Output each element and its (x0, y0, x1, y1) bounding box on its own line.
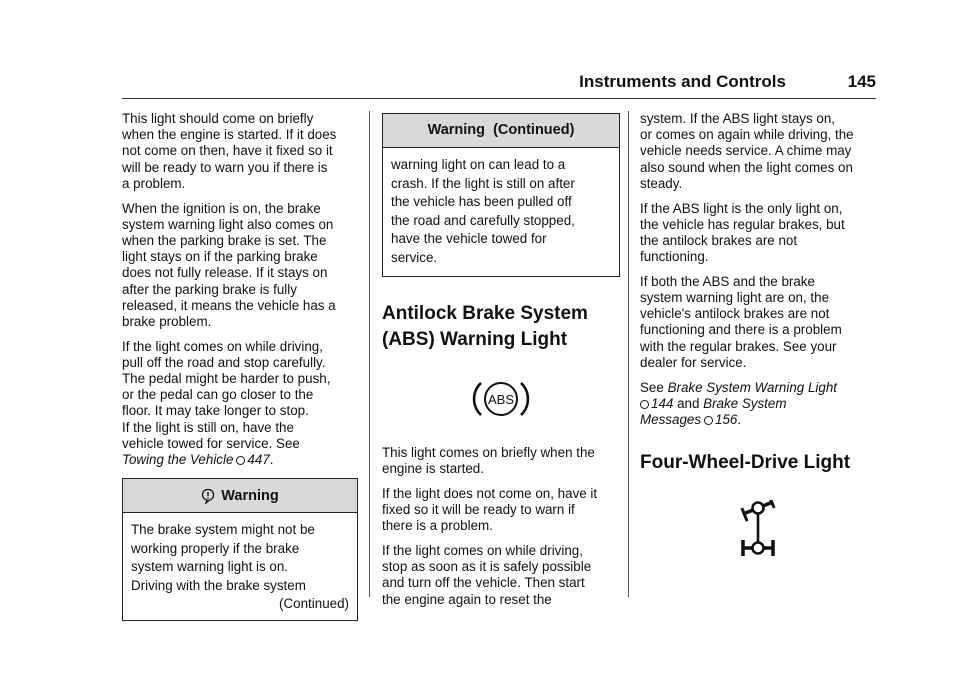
section-heading: Four-Wheel-Drive Light (640, 452, 851, 474)
text-line: the engine again to reset the (382, 591, 552, 607)
paragraph (122, 111, 358, 192)
ref-link-text[interactable]: Brake System (703, 395, 787, 411)
warning-header (123, 479, 357, 513)
paragraph (640, 201, 876, 266)
ref-link-text[interactable]: Towing the Vehicle (122, 452, 234, 468)
text-line: This light comes on briefly when the (382, 445, 595, 460)
text-line: If both the ABS and the brake (640, 273, 815, 289)
text-line: Driving with the brake system (131, 577, 306, 593)
warning-box (122, 478, 358, 621)
text-line: light stays on if the parking brake (122, 249, 318, 265)
period: . (737, 411, 742, 427)
text-line (640, 396, 876, 412)
see-label: See (640, 379, 664, 395)
text-line: steady. (640, 175, 683, 191)
column-1 (122, 111, 358, 621)
text-line: When the ignition is on, the brake (122, 200, 321, 216)
warning-body (383, 148, 619, 276)
warning-box-continued (382, 113, 620, 277)
column-divider (628, 111, 629, 597)
text-line: the antilock brakes are not (640, 232, 798, 248)
continued-label: (Continued) (279, 596, 349, 612)
text-line: The brake system might not be (131, 522, 315, 538)
text-line: after the parking brake is fully (122, 281, 297, 297)
text-line: This light should come on briefly (122, 111, 314, 126)
text-line: the vehicle has been pulled off (391, 194, 572, 209)
column-3 (640, 111, 876, 560)
warning-header (383, 114, 619, 148)
page-ref-icon (704, 416, 713, 425)
text-line: fixed so it will be ready to warn if (382, 502, 575, 518)
text-line: not come on then, have it fixed so it (122, 143, 333, 159)
section-title: Instruments and Controls (579, 72, 786, 91)
text-line: a problem. (122, 175, 186, 191)
text-line: when the parking brake is set. The (122, 232, 327, 248)
paragraph (382, 543, 620, 608)
text-line: dealer for service. (640, 354, 747, 370)
warning-icon (201, 488, 215, 504)
text-line: working properly if the brake (131, 540, 300, 556)
text-line: will be ready to warn you if there is (122, 159, 328, 175)
ref-page-number[interactable]: 144 (651, 395, 674, 411)
heading-line: Antilock Brake System (382, 303, 588, 324)
abs-icon-label: ABS (487, 392, 515, 407)
heading-line: (ABS) Warning Light (382, 329, 568, 350)
text-line: If the light comes on while driving, (122, 338, 323, 354)
text-line: system warning light are on, the (640, 290, 830, 306)
text-line: and turn off the vehicle. Then start (382, 575, 585, 591)
text-line: or the pedal can go closer to the (122, 387, 314, 403)
text-line: with the regular brakes. See your (640, 338, 837, 354)
text-line: system. If the ABS light stays on, (640, 111, 835, 126)
cross-reference[interactable]: Towing the Vehicle 447. (122, 452, 274, 468)
text-line (640, 412, 876, 428)
text-line: pull off the road and stop carefully. (122, 354, 326, 370)
paragraph (122, 201, 358, 331)
warning-body (123, 513, 357, 620)
text-line: or comes on again while driving, the (640, 127, 854, 143)
and-label: and (677, 395, 700, 411)
text-line: the road and carefully stopped, (391, 212, 575, 228)
page-number: 145 (847, 72, 876, 91)
paragraph (640, 380, 876, 429)
text-line: If the light comes on while driving, (382, 543, 583, 559)
warning-title: Warning (Continued) (427, 122, 575, 139)
text-line: system warning light also comes on (122, 216, 334, 232)
text-line: warning light on can lead to a (391, 157, 566, 172)
warning-title: Warning (221, 487, 279, 504)
text-line: If the light is still on, have the (122, 419, 294, 435)
text-line: released, it means the vehicle has a (122, 297, 336, 313)
paragraph (382, 486, 620, 535)
paragraph (640, 274, 876, 371)
text-line: have the vehicle towed for (391, 231, 547, 246)
four-wheel-drive-icon (640, 500, 876, 560)
column-2 (382, 113, 620, 616)
paragraph (122, 339, 358, 469)
text-line: brake problem. (122, 313, 212, 329)
text-line (640, 380, 876, 396)
text-line: stop as soon as it is safely possible (382, 559, 592, 575)
ref-link-text[interactable]: Brake System Warning Light (667, 379, 838, 395)
text-line: crash. If the light is still on after (391, 175, 575, 191)
paragraph (382, 445, 620, 477)
text-line: vehicle towed for service. See (122, 435, 300, 451)
abs-warning-icon (382, 375, 620, 423)
text-line: does not fully release. If it stays on (122, 265, 328, 281)
text-line: floor. It may take longer to stop. (122, 403, 309, 419)
page-ref-icon (236, 456, 245, 465)
text-line: system warning light is on. (131, 559, 289, 575)
column-divider (369, 111, 370, 597)
text-line: when the engine is started. If it does (122, 127, 337, 143)
text-line: functioning. (640, 249, 709, 265)
paragraph (640, 111, 876, 192)
text-line: vehicle's antilock brakes are not (640, 306, 830, 322)
text-line: If the light does not come on, have it (382, 485, 598, 501)
text-line: vehicle needs service. A chime may (640, 143, 852, 159)
ref-page-number[interactable]: 447 (247, 452, 270, 468)
text-line: If the ABS light is the only light on, (640, 200, 843, 216)
text-line: engine is started. (382, 461, 484, 477)
page-ref-icon (640, 400, 649, 409)
page-header (122, 72, 876, 99)
ref-link-text[interactable]: Messages (640, 411, 702, 427)
text-line: there is a problem. (382, 518, 493, 534)
text-line: the vehicle has regular brakes, but (640, 216, 845, 232)
text-line: service. (391, 249, 438, 265)
text-line: The pedal might be harder to push, (122, 371, 331, 387)
text-line: also sound when the light comes on (640, 159, 853, 175)
text-line: functioning and there is a problem (640, 322, 842, 338)
section-heading (382, 301, 620, 353)
ref-page-number[interactable]: 156 (715, 411, 738, 427)
